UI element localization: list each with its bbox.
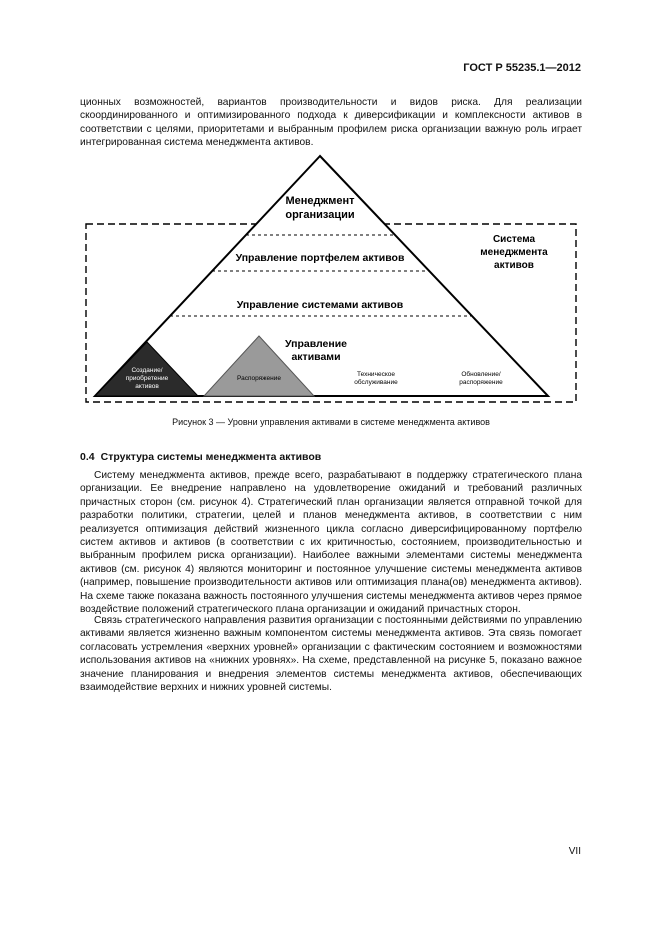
label-renew-line2: распоряжение [459, 379, 503, 386]
page-number: VII [568, 846, 581, 857]
section-heading [80, 451, 321, 463]
label-renew-line1: Обновление/ [461, 371, 501, 378]
pyramid-diagram [80, 150, 582, 410]
label-top-line1: Менеджмент [285, 195, 355, 207]
body-paragraph-1: Систему менеджмента активов, прежде всего, разрабатывают в поддержку стратегического плана организации. Ее внедрение направлено на удовлетворение ожиданий и требований различных причастных сторон (см. рисунок 4). Стратегический план организации является отправной точкой для разработки политики, стратегии, целей и планов менеджмента активов, в соответствии с ним реализуется оптимизация действий жизненного цикла согласно диверсифицированному портфелю систем активов и активов (в соответствии с их критичностью, состоянием, производительностью и выбранным профилем риска организации). Наиболее важными элементами системы менеджмента активов (см. рисунок 4) являются мониторинг и постоянное улучшение системы менеджмента активов (например, повышение производительности активов или оптимизация плана(ов) менеджмента активов). На схеме также показана важность постоянного улучшения системы менеджмента активов через прямое воздействие положений стратегического плана организации и ожиданий причастных сторон. [80, 470, 582, 616]
label-top-line2: организации [285, 209, 355, 221]
figure-asset-management-levels [80, 150, 582, 410]
section-number: 0.4 [80, 451, 95, 463]
label-use: Распоряжение [237, 375, 281, 382]
label-maint-line2: обслуживание [354, 379, 398, 386]
label-create-line1: Создание/ [131, 367, 163, 374]
label-system-line3: активов [494, 260, 534, 271]
label-maint-line1: Техническое [357, 371, 395, 378]
section-title: Структура системы менеджмента активов [100, 451, 322, 463]
label-system-line2: менеджмента [480, 247, 548, 258]
intro-paragraph: ционных возможностей, вариантов производительности и видов риска. Для реализации скоординированного и оптимизированного подхода к диверсификации и комплексности активов в соответствии с целями, приоритетами и выбранным профилем риска организации важную роль играет интегрированная система менеджмента активов. [80, 97, 582, 149]
label-assets-line2: активами [291, 351, 341, 363]
label-create-line2: приобретение [125, 375, 169, 382]
standard-number: ГОСТ Р 55235.1—2012 [463, 62, 581, 74]
label-create-line3: активов [135, 383, 159, 390]
label-portfolio: Управление портфелем активов [235, 252, 405, 264]
label-systems: Управление системами активов [236, 299, 404, 311]
figure-caption: Рисунок 3 — Уровни управления активами в системе менеджмента активов [172, 417, 490, 427]
body-paragraph-2: Связь стратегического направления развития организации с постоянными действиями по управлению активами является жизненно важным компонентом системы менеджмента активов. Эта связь помогает согласовать устремления «верхних уровней» организации с фактическим состоянием и возможностями использования активов на «нижних уровнях». На схеме, представленной на рисунке 5, показано важное значение планирования и внедрения элементов системы менеджмента активов, обеспечивающих взаимодействие верхних и нижних уровней системы. [80, 615, 582, 694]
label-system-line1: Система [492, 234, 536, 245]
label-assets-line1: Управление [284, 338, 348, 350]
